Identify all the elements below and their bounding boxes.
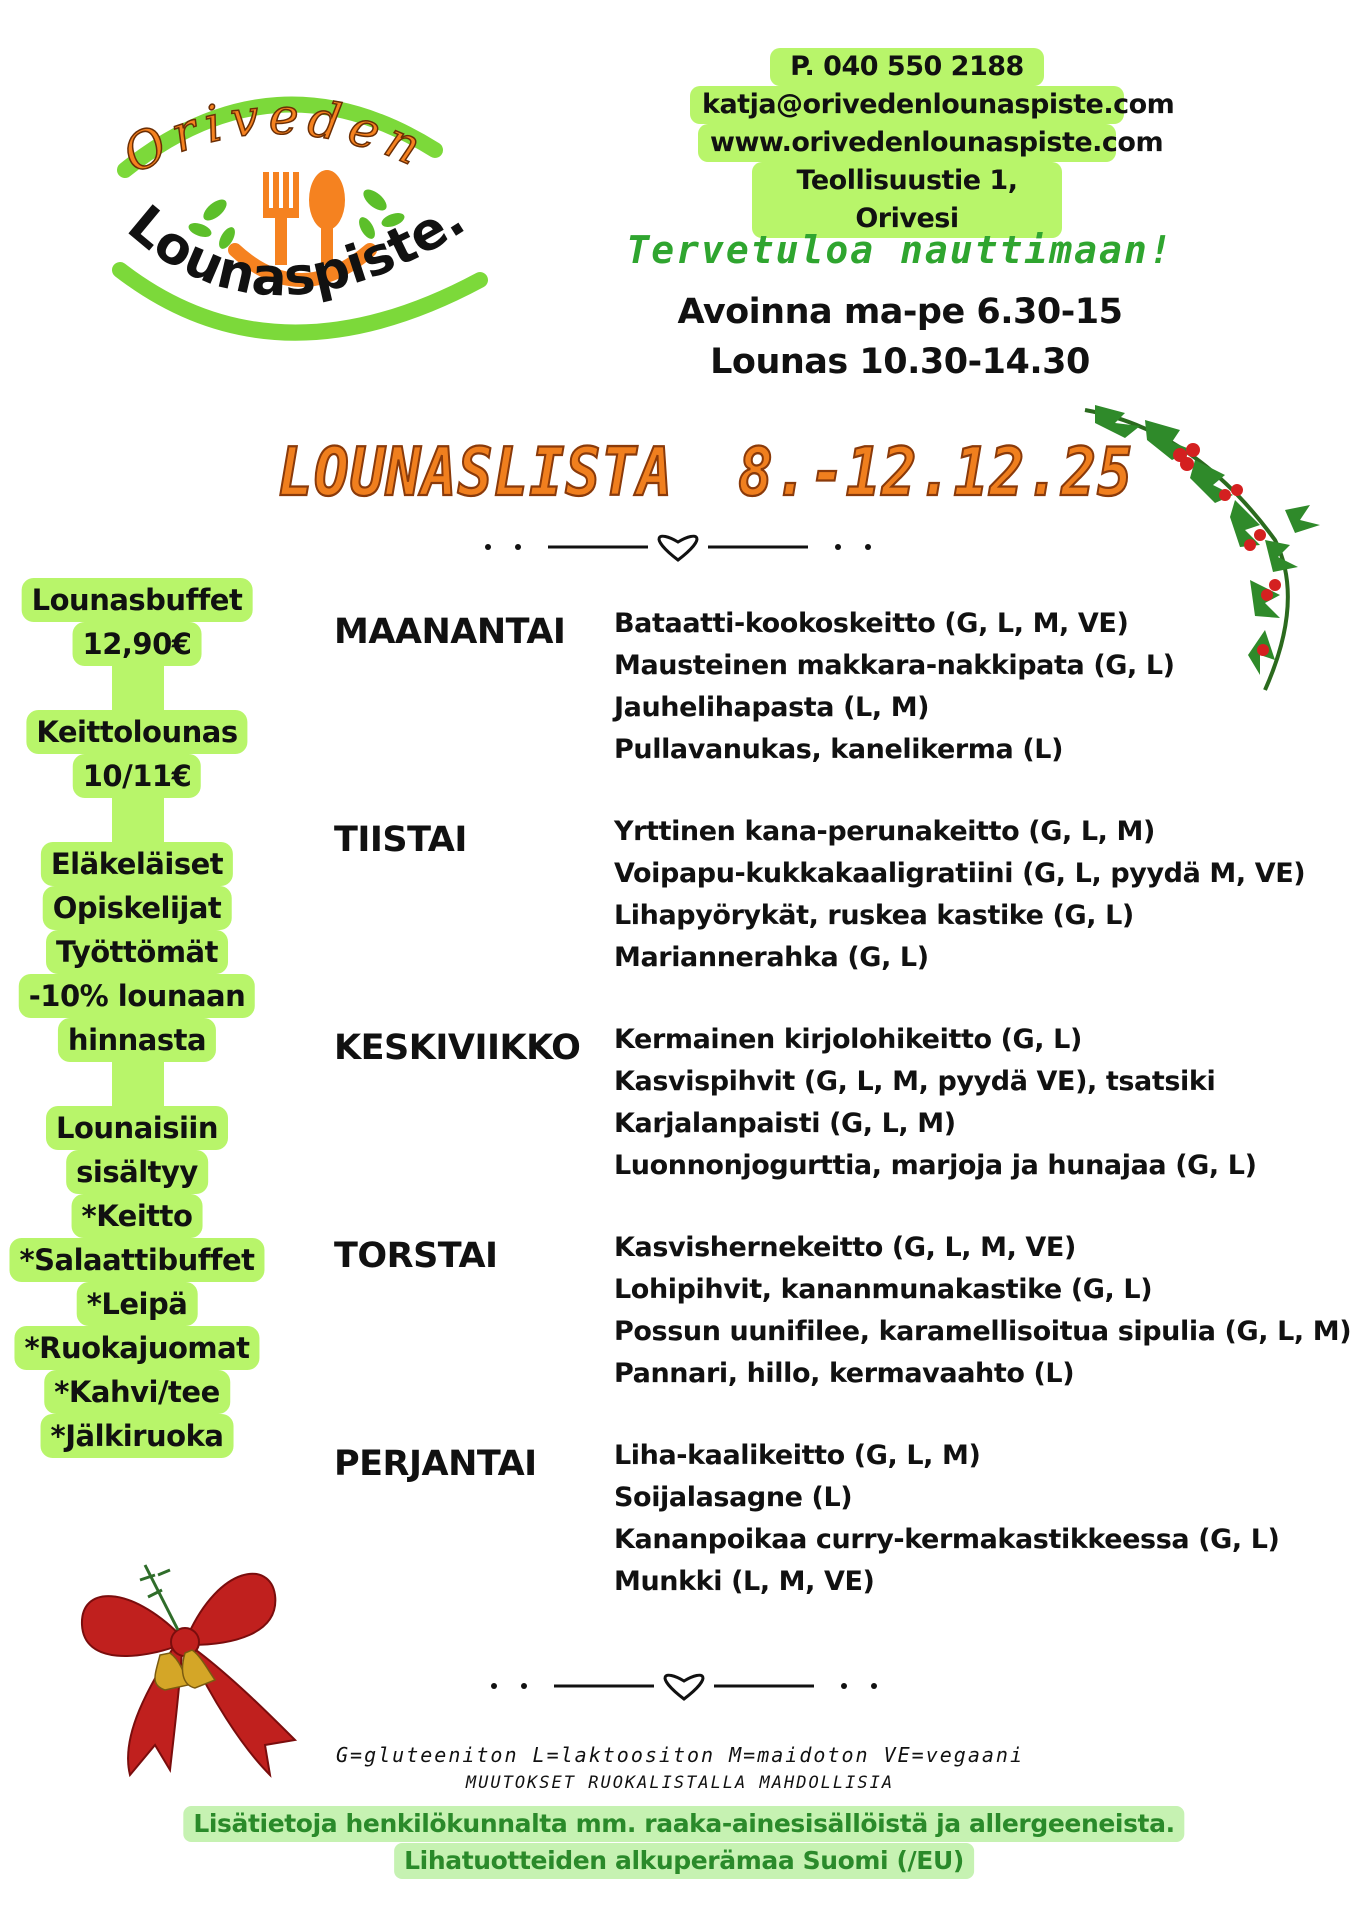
price-buffet-label: Lounasbuffet	[22, 578, 253, 622]
dish-item: Kermainen kirjolohikeitto (G, L)	[614, 1024, 1082, 1055]
dish-item: Kasvispihvit (G, L, M, pyydä VE), tsatsiki	[614, 1066, 1216, 1097]
opening-hours: Avoinna ma-pe 6.30-15	[677, 292, 1123, 332]
includes-line-2: sisältyy	[66, 1150, 208, 1194]
heart-icon	[665, 1675, 703, 1699]
dish-item: Pannari, hillo, kermavaahto (L)	[614, 1358, 1075, 1389]
dish-item: Pullavanukas, kanelikerma (L)	[614, 734, 1064, 765]
includes-soup: *Keitto	[72, 1194, 203, 1238]
menu-title: LOUNASLISTA	[278, 432, 674, 512]
day-thursday: TORSTAI	[334, 1236, 498, 1276]
dish-item: Bataatti-kookoskeitto (G, L, M, VE)	[614, 608, 1129, 639]
info-line-origin: Lihatuotteiden alkuperämaa Suomi (/EU)	[394, 1843, 974, 1879]
changes-notice: MUUTOKSET RUOKALISTALLA MAHDOLLISIA	[465, 1773, 895, 1793]
lunch-hours: Lounas 10.30-14.30	[710, 342, 1090, 382]
dish-item: Kananpoikaa curry-kermakastikkeessa (G, L)	[614, 1524, 1280, 1555]
dish-item: Possun uunifilee, karamellisoitua sipulia (G, L, M)	[614, 1316, 1352, 1347]
restaurant-logo	[105, 60, 505, 390]
dish-item: Munkki (L, M, VE)	[614, 1566, 875, 1597]
contact-phone: P. 040 550 2188	[770, 48, 1044, 86]
info-line-ingredients: Lisätietoja henkilökunnalta mm. raaka-ainesisällöistä ja allergeeneista.	[183, 1806, 1184, 1842]
logo-bottom-word: Lounaspiste.	[116, 188, 476, 309]
menu-dates: 8.-12.12.25	[738, 432, 1134, 512]
contact-website[interactable]: www.orivedenlounaspiste.com	[698, 124, 1116, 162]
dish-item: Luonnonjogurttia, marjoja ja hunajaa (G, L)	[614, 1150, 1257, 1181]
dish-item: Mariannerahka (G, L)	[614, 942, 929, 973]
logo-top-word: Oriveden	[113, 87, 437, 185]
christmas-bow-icon	[70, 1545, 310, 1785]
discount-line-4: -10% lounaan	[19, 974, 255, 1018]
dish-item: Soijalasagne (L)	[614, 1482, 853, 1513]
includes-salad: *Salaattibuffet	[9, 1238, 264, 1282]
discount-line-5: hinnasta	[58, 1018, 216, 1062]
day-friday: PERJANTAI	[334, 1444, 537, 1484]
price-soup-value: 10/11€	[73, 754, 201, 798]
includes-line-1: Lounaisiin	[46, 1106, 228, 1150]
welcome-text: Tervetuloa nauttimaan!	[626, 228, 1174, 272]
dish-item: Jauhelihapasta (L, M)	[614, 692, 930, 723]
dish-item: Karjalanpaisti (G, L, M)	[614, 1108, 956, 1139]
includes-coffee: *Kahvi/tee	[44, 1370, 230, 1414]
day-wednesday: KESKIVIIKKO	[334, 1028, 581, 1068]
dish-item: Kasvishernekeitto (G, L, M, VE)	[614, 1232, 1076, 1263]
price-soup-label: Keittolounas	[26, 710, 247, 754]
dish-item: Yrttinen kana-perunakeitto (G, L, M)	[614, 816, 1155, 847]
discount-line-3: Työttömät	[46, 930, 228, 974]
heart-icon	[659, 536, 697, 560]
discount-line-1: Eläkeläiset	[41, 842, 233, 886]
discount-line-2: Opiskelijat	[43, 886, 232, 930]
day-monday: MAANANTAI	[334, 612, 566, 652]
dish-item: Mausteinen makkara-nakkipata (G, L)	[614, 650, 1175, 681]
dish-item: Lihapyörykät, ruskea kastike (G, L)	[614, 900, 1134, 931]
includes-drinks: *Ruokajuomat	[14, 1326, 259, 1370]
contact-address: Teollisuustie 1, Orivesi	[752, 162, 1062, 238]
dish-item: Voipapu-kukkakaaligratiini (G, L, pyydä M, VE)	[614, 858, 1306, 889]
dish-item: Liha-kaalikeitto (G, L, M)	[614, 1440, 981, 1471]
heart-divider-top	[478, 532, 878, 562]
price-buffet-value: 12,90€	[73, 622, 202, 666]
dish-item: Lohipihvit, kananmunakastike (G, L)	[614, 1274, 1153, 1305]
day-tuesday: TIISTAI	[334, 820, 467, 860]
contact-email[interactable]: katja@orivedenlounaspiste.com	[690, 86, 1124, 124]
heart-divider-bottom	[484, 1671, 884, 1701]
includes-dessert: *Jälkiruoka	[41, 1414, 234, 1458]
includes-bread: *Leipä	[77, 1282, 198, 1326]
allergen-legend: G=gluteeniton L=laktoositon M=maidoton VE=vegaani	[335, 1743, 1024, 1767]
